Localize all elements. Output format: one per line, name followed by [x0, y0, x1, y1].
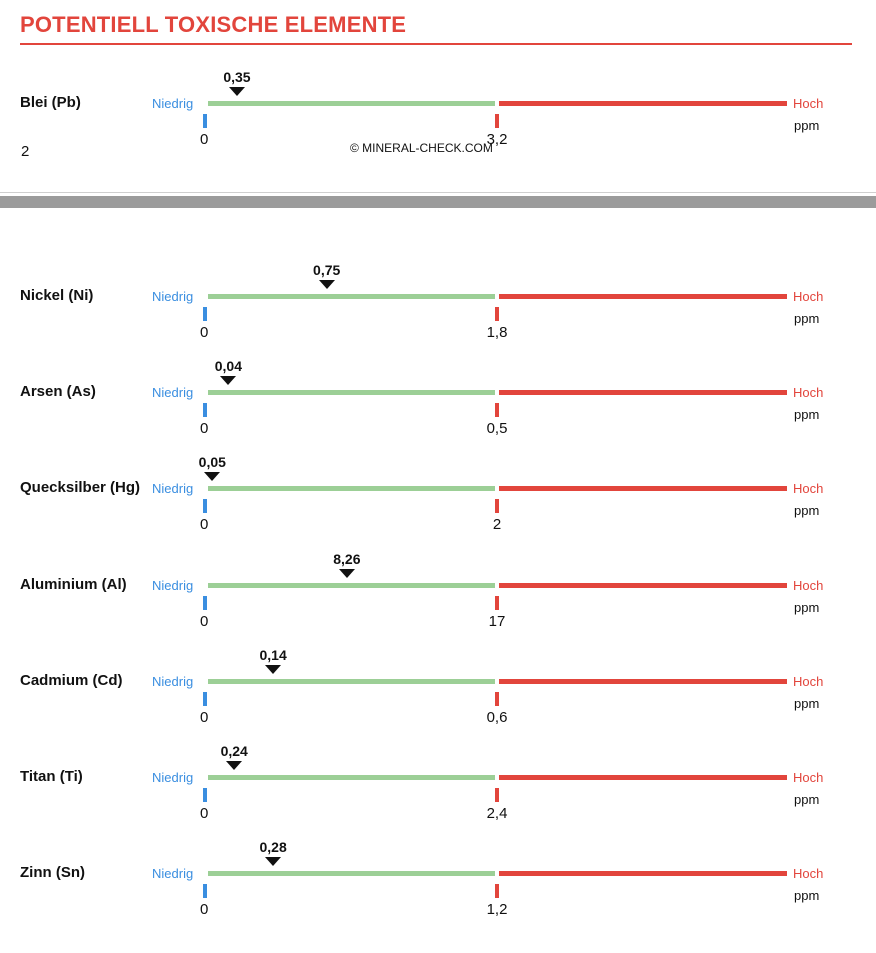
unit-label: ppm	[794, 118, 820, 133]
min-value: 0	[200, 613, 209, 630]
high-label: Hoch	[793, 674, 824, 689]
high-range-bar	[499, 390, 787, 395]
high-label: Hoch	[793, 770, 824, 785]
normal-range-bar	[208, 101, 495, 106]
high-label: Hoch	[793, 866, 824, 881]
low-label: Niedrig	[152, 770, 194, 785]
low-label: Niedrig	[152, 674, 194, 689]
title-underline	[20, 43, 852, 45]
normal-range-bar	[208, 679, 495, 684]
high-label: Hoch	[793, 385, 824, 400]
min-tick	[203, 596, 207, 610]
high-label: Hoch	[793, 96, 824, 111]
threshold-tick	[495, 884, 499, 898]
element-name: Arsen (As)	[20, 383, 96, 400]
element-name: Cadmium (Cd)	[20, 672, 123, 689]
measured-value: 0,04	[214, 358, 242, 374]
low-label: Niedrig	[152, 96, 194, 111]
normal-range-bar	[208, 583, 495, 588]
element-name: Blei (Pb)	[20, 94, 81, 111]
threshold-tick	[495, 499, 499, 513]
unit-label: ppm	[794, 600, 820, 615]
min-value: 0	[200, 324, 209, 341]
min-tick	[203, 114, 207, 128]
threshold-value: 3,2	[486, 131, 508, 148]
measured-value: 0,75	[313, 262, 341, 278]
min-value: 0	[200, 131, 209, 148]
measured-value: 0,05	[198, 454, 226, 470]
element-name: Nickel (Ni)	[20, 287, 94, 304]
unit-label: ppm	[794, 407, 820, 422]
threshold-tick	[495, 403, 499, 417]
min-value: 0	[200, 901, 209, 918]
value-marker-icon	[339, 569, 355, 578]
high-label: Hoch	[793, 481, 824, 496]
page-title: POTENTIELL TOXISCHE ELEMENTE	[20, 12, 407, 37]
threshold-value: 1,2	[486, 901, 508, 918]
high-label: Hoch	[793, 578, 824, 593]
unit-label: ppm	[794, 888, 820, 903]
unit-label: ppm	[794, 696, 820, 711]
threshold-tick	[495, 114, 499, 128]
threshold-tick	[495, 596, 499, 610]
measured-value: 0,28	[259, 839, 287, 855]
min-tick	[203, 692, 207, 706]
min-value: 0	[200, 420, 209, 437]
unit-label: ppm	[794, 792, 820, 807]
high-range-bar	[499, 294, 787, 299]
normal-range-bar	[208, 775, 495, 780]
threshold-tick	[495, 307, 499, 321]
element-name: Titan (Ti)	[20, 768, 83, 785]
low-label: Niedrig	[152, 866, 194, 881]
measured-value: 0,14	[259, 647, 287, 663]
extra-value: 2	[21, 143, 30, 160]
element-row-arsenic	[0, 358, 876, 472]
threshold-value: 17	[488, 613, 506, 630]
element-name: Zinn (Sn)	[20, 864, 85, 881]
measured-value: 0,24	[220, 743, 248, 759]
min-tick	[203, 499, 207, 513]
low-label: Niedrig	[152, 578, 194, 593]
copyright-notice: © MINERAL-CHECK.COM	[350, 141, 493, 155]
high-range-bar	[499, 486, 787, 491]
unit-label: ppm	[794, 503, 820, 518]
normal-range-bar	[208, 486, 495, 491]
min-value: 0	[200, 709, 209, 726]
min-tick	[203, 307, 207, 321]
threshold-value: 2,4	[486, 805, 508, 822]
high-range-bar	[499, 583, 787, 588]
element-row-aluminium	[0, 551, 876, 665]
element-row-tin	[0, 839, 876, 953]
threshold-value: 2	[492, 516, 502, 533]
unit-label: ppm	[794, 311, 820, 326]
min-tick	[203, 884, 207, 898]
element-row-titanium	[0, 743, 876, 857]
normal-range-bar	[208, 871, 495, 876]
value-marker-icon	[229, 87, 245, 96]
element-name: Aluminium (Al)	[20, 576, 127, 593]
high-range-bar	[499, 101, 787, 106]
low-label: Niedrig	[152, 481, 194, 496]
element-name: Quecksilber (Hg)	[20, 479, 141, 496]
measured-value: 8,26	[333, 551, 361, 567]
threshold-tick	[495, 788, 499, 802]
low-label: Niedrig	[152, 289, 194, 304]
value-marker-icon	[226, 761, 242, 770]
value-marker-icon	[319, 280, 335, 289]
element-row-cadmium	[0, 647, 876, 761]
element-row-mercury	[0, 454, 876, 568]
threshold-value: 0,6	[486, 709, 508, 726]
value-marker-icon	[265, 857, 281, 866]
threshold-tick	[495, 692, 499, 706]
value-marker-icon	[220, 376, 236, 385]
threshold-value: 0,5	[486, 420, 508, 437]
high-label: Hoch	[793, 289, 824, 304]
low-label: Niedrig	[152, 385, 194, 400]
high-range-bar	[499, 679, 787, 684]
section-divider	[0, 192, 876, 209]
threshold-value: 1,8	[486, 324, 508, 341]
normal-range-bar	[208, 294, 495, 299]
high-range-bar	[499, 775, 787, 780]
value-marker-icon	[265, 665, 281, 674]
high-range-bar	[499, 871, 787, 876]
normal-range-bar	[208, 390, 495, 395]
measured-value: 0,35	[223, 69, 251, 85]
min-value: 0	[200, 516, 209, 533]
min-tick	[203, 403, 207, 417]
value-marker-icon	[204, 472, 220, 481]
min-tick	[203, 788, 207, 802]
element-row-nickel	[0, 262, 876, 376]
min-value: 0	[200, 805, 209, 822]
